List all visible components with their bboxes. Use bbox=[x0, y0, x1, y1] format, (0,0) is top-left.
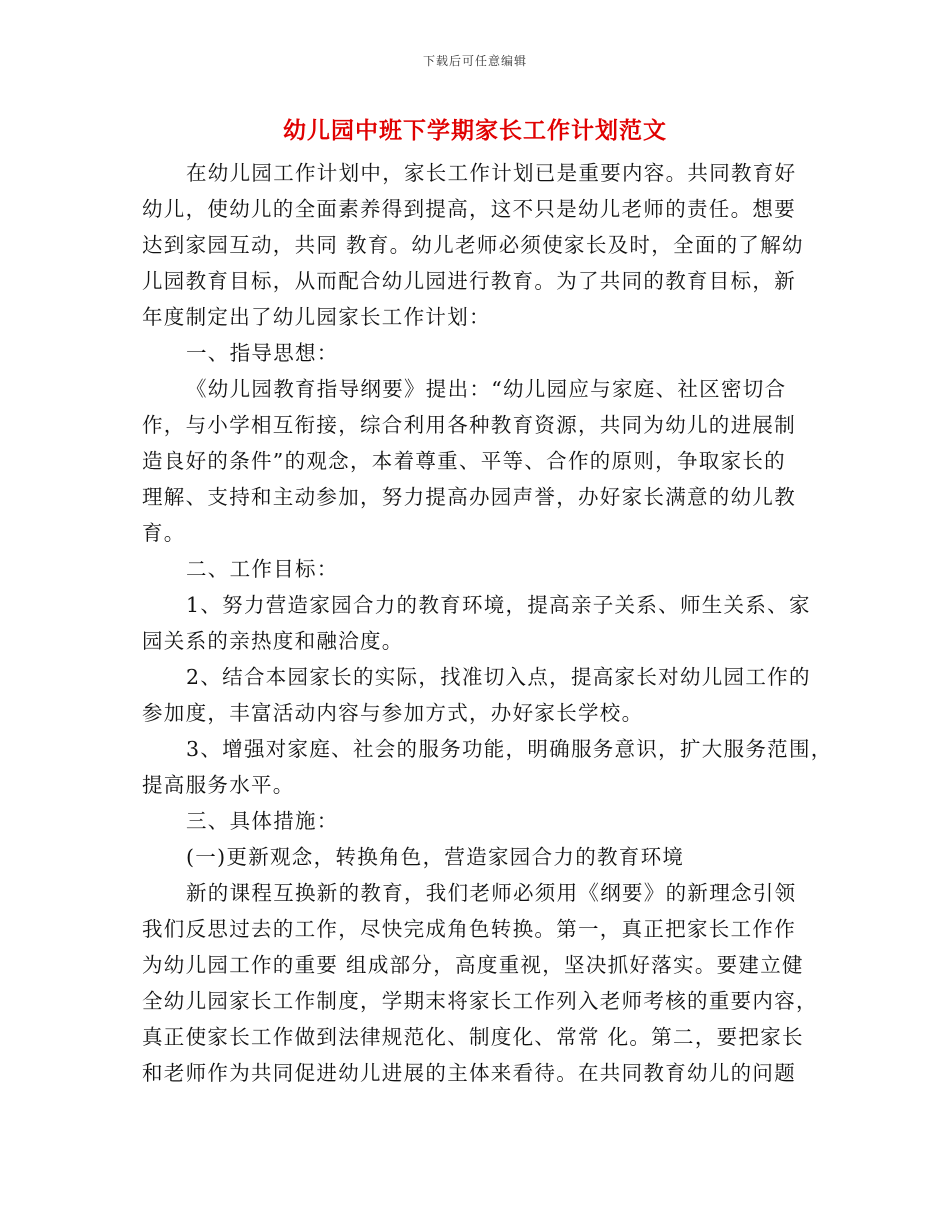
text-line: 二、工作目标： bbox=[186, 557, 339, 581]
text-line: 全幼儿园家长工作制度，学期末将家长工作列入老师考核的重要内容， bbox=[142, 989, 818, 1013]
text-line: 三、具体措施： bbox=[186, 809, 339, 833]
text-line: 幼儿，使幼儿的全面素养得到提高，这不只是幼儿老师的责任。想要 bbox=[142, 197, 796, 221]
text-line: (一)更新观念，转换角色，营造家园合力的教育环境 bbox=[186, 845, 685, 869]
text-line: 新的课程互换新的教育，我们老师必须用《纲要》的新理念引领 bbox=[186, 881, 797, 905]
text-line: 作，与小学相互衔接，综合利用各种教育资源，共同为幼儿的进展制 bbox=[142, 413, 796, 437]
text-line: 我们反思过去的工作，尽快完成角色转换。第一，真正把家长工作作 bbox=[142, 917, 796, 941]
header-note: 下载后可任意编辑 bbox=[422, 54, 527, 68]
text-line: 一、指导思想： bbox=[186, 341, 339, 365]
text-line: 《幼儿园教育指导纲要》提出：“幼儿园应与家庭、社区密切合 bbox=[186, 377, 787, 401]
document-title: 幼儿园中班下学期家长工作计划范文 bbox=[283, 118, 667, 144]
text-line: 和老师作为共同促进幼儿进展的主体来看待。在共同教育幼儿的问题 bbox=[142, 1061, 796, 1085]
text-line: 3、增强对家庭、社会的服务功能，明确服务意识，扩大服务范围， bbox=[186, 737, 833, 761]
text-line: 育。 bbox=[142, 521, 186, 545]
text-line: 年度制定出了幼儿园家长工作计划： bbox=[142, 305, 491, 329]
text-line: 园关系的亲热度和融洽度。 bbox=[142, 629, 404, 653]
text-line: 2、结合本园家长的实际，找准切入点，提高家长对幼儿园工作的 bbox=[186, 665, 811, 689]
text-line: 为幼儿园工作的重要 组成部分，高度重视，坚决抓好落实。要建立健 bbox=[142, 953, 804, 977]
document-body bbox=[142, 155, 833, 1091]
text-line: 造良好的条件”的观念，本着尊重、平等、合作的原则，争取家长的 bbox=[142, 449, 786, 473]
text-line: 在幼儿园工作计划中，家长工作计划已是重要内容。共同教育好 bbox=[186, 161, 797, 185]
text-line: 提高服务水平。 bbox=[142, 773, 295, 797]
text-line: 1、努力营造家园合力的教育环境，提高亲子关系、师生关系、家 bbox=[186, 593, 811, 617]
text-line: 参加度，丰富活动内容与参加方式，办好家长学校。 bbox=[142, 701, 644, 725]
text-line: 真正使家长工作做到法律规范化、制度化、常常 化。第二，要把家长 bbox=[142, 1025, 804, 1049]
text-line: 达到家园互动，共同 教育。幼儿老师必须使家长及时，全面的了解幼 bbox=[142, 233, 804, 257]
text-line: 理解、支持和主动参加，努力提高办园声誉，办好家长满意的幼儿教 bbox=[142, 485, 796, 509]
text-line: 儿园教育目标，从而配合幼儿园进行教育。为了共同的教育目标，新 bbox=[142, 269, 796, 293]
